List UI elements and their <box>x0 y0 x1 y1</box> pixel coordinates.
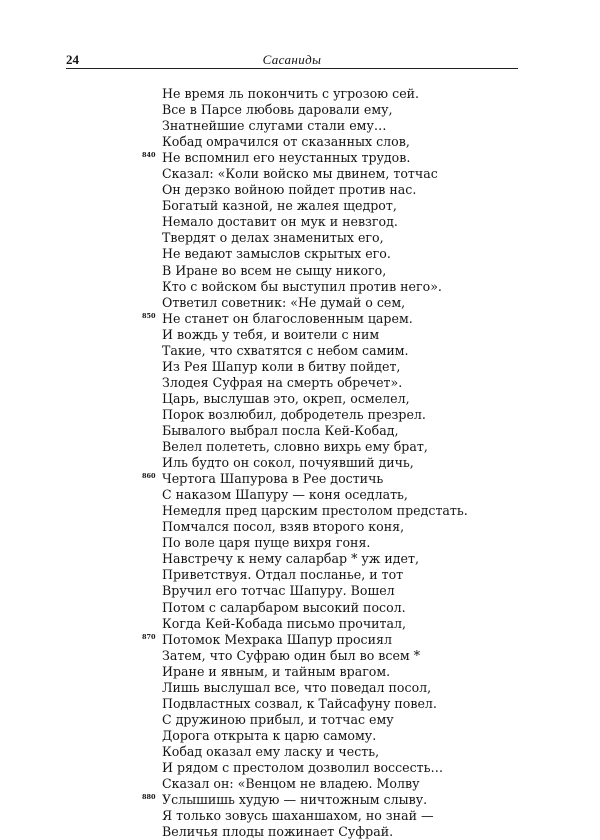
verse-text: Царь, выслушав это, окреп, осмелел, <box>162 390 410 406</box>
verse-line <box>0 246 600 262</box>
verse-line <box>0 214 600 230</box>
verse-text: Не вспомнил его неустанных трудов. <box>162 150 411 166</box>
verse-line <box>0 182 600 198</box>
verse-line <box>0 359 600 375</box>
verse-line <box>0 391 600 407</box>
verse-text: По воле царя пуще вихря гоня. <box>162 535 371 551</box>
verse-text: Бывалого выбрал посла Кей-Кобад, <box>162 422 399 438</box>
verse-line <box>0 487 600 503</box>
verse-line <box>0 744 600 760</box>
verse-line <box>0 551 600 567</box>
line-number: 860 <box>142 472 156 481</box>
verse-text: Не станет он благословенным царем. <box>162 310 413 326</box>
verse-text: Я только зовусь шаханшахом, но знай — <box>162 808 434 824</box>
verse-text: И рядом с престолом дозволил воссесть… <box>162 759 444 775</box>
verse-line <box>0 808 600 824</box>
poem-text <box>0 86 600 840</box>
verse-text: Кобад омрачился от сказанных слов, <box>162 134 410 150</box>
verse-text: Велел полететь, словно вихрь ему брат, <box>162 439 428 455</box>
verse-text: С дружиною прибыл, и тотчас ему <box>162 711 394 727</box>
verse-line <box>0 760 600 776</box>
verse-text: Дорога открыта к царю самому. <box>162 727 377 743</box>
verse-text: Величья плоды пожинает Суфрай. <box>162 824 394 840</box>
line-number: 840 <box>142 151 156 160</box>
verse-text: Приветствуя. Отдал посланье, и тот <box>162 567 404 583</box>
verse-text: Услышишь худую — ничтожным слыву. <box>162 792 428 808</box>
verse-line <box>0 439 600 455</box>
verse-line <box>0 295 600 311</box>
verse-line <box>0 102 600 118</box>
verse-line <box>0 535 600 551</box>
verse-text: Лишь выслушал все, что поведал посол, <box>162 679 432 695</box>
verse-text: Затем, что Суфраю один был во всем * <box>162 647 420 663</box>
verse-line <box>0 712 600 728</box>
verse-text: Потом с саларбаром высокий посол. <box>162 599 406 615</box>
verse-text: Такие, что схватятся с небом самим. <box>162 342 409 358</box>
verse-line <box>0 423 600 439</box>
verse-text: В Иране во всем не сыщу никого, <box>162 262 387 278</box>
verse-line <box>0 375 600 391</box>
verse-line <box>0 455 600 471</box>
verse-line <box>0 583 600 599</box>
verse-text: Чертога Шапурова в Рее достичь <box>162 471 384 487</box>
verse-text: Иране и явным, и тайным врагом. <box>162 663 391 679</box>
verse-text: И вождь у тебя, и воители с ним <box>162 326 380 342</box>
verse-line <box>0 728 600 744</box>
verse-text: Твердят о делах знаменитых его, <box>162 230 384 246</box>
verse-line <box>0 616 600 632</box>
verse-line <box>0 567 600 583</box>
verse-line <box>0 279 600 295</box>
verse-line <box>0 648 600 664</box>
verse-line <box>0 230 600 246</box>
verse-text: Не время ль покончить с угрозою сей. <box>162 86 420 101</box>
verse-line <box>0 263 600 279</box>
verse-line <box>0 600 600 616</box>
verse-text: Богатый казной, не жалея щедрот, <box>162 198 397 214</box>
verse-text: Когда Кей-Кобада письмо прочитал, <box>162 615 407 631</box>
verse-text: Вручил его тотчас Шапуру. Вошел <box>162 583 395 599</box>
verse-line <box>0 166 600 182</box>
verse-text: Он дерзко войною пойдет против нас. <box>162 182 417 198</box>
verse-text: Ответил советник: «Не думай о сем, <box>162 294 406 310</box>
verse-line <box>0 407 600 423</box>
verse-text: Немало доставит он мук и невзгод. <box>162 214 398 230</box>
verse-line <box>0 680 600 696</box>
verse-line <box>0 792 600 808</box>
line-number: 870 <box>142 632 156 641</box>
verse-line <box>0 86 600 102</box>
verse-text: Подвластных созвал, к Тайсафуну повел. <box>162 695 437 711</box>
verse-line <box>0 134 600 150</box>
verse-line <box>0 327 600 343</box>
verse-text: С наказом Шапуру — коня оседлать, <box>162 487 408 503</box>
line-number: 850 <box>142 311 156 320</box>
verse-text: Знатнейшие слугами стали ему… <box>162 118 387 134</box>
verse-text: Кто с войском бы выступил против него». <box>162 278 442 294</box>
verse-text: Иль будто он сокол, почуявший дичь, <box>162 455 414 471</box>
verse-line <box>0 343 600 359</box>
verse-text: Помчался посол, взяв второго коня, <box>162 519 405 535</box>
verse-line <box>0 696 600 712</box>
verse-text: Злодея Суфрая на смерть обречет». <box>162 374 403 390</box>
page-header <box>66 48 518 69</box>
verse-text: Из Рея Шапур коли в битву пойдет, <box>162 358 401 374</box>
verse-line <box>0 118 600 134</box>
verse-text: Не ведают замыслов скрытых его. <box>162 246 391 262</box>
verse-line <box>0 311 600 327</box>
verse-text: Потомок Мехрака Шапур просиял <box>162 631 392 647</box>
verse-text: Немедля пред царским престолом предстать. <box>162 503 468 519</box>
verse-line <box>0 824 600 840</box>
verse-text: Порок возлюбил, добродетель презрел. <box>162 406 426 422</box>
verse-text: Все в Парсе любовь даровали ему, <box>162 102 393 118</box>
line-number: 880 <box>142 793 156 802</box>
verse-line <box>0 198 600 214</box>
running-title: Сасаниды <box>262 52 322 67</box>
verse-line <box>0 471 600 487</box>
verse-line <box>0 519 600 535</box>
verse-text: Сказал: «Коли войско мы двинем, тотчас <box>162 166 438 182</box>
verse-text: Навстречу к нему саларбар * уж идет, <box>162 551 419 567</box>
verse-line <box>0 150 600 166</box>
verse-line <box>0 632 600 648</box>
verse-text: Сказал он: «Венцом не владею. Молву <box>162 776 420 792</box>
verse-line <box>0 664 600 680</box>
verse-line <box>0 503 600 519</box>
page-number: 24 <box>66 52 79 67</box>
verse-text: Кобад оказал ему ласку и честь, <box>162 743 380 759</box>
verse-line <box>0 776 600 792</box>
